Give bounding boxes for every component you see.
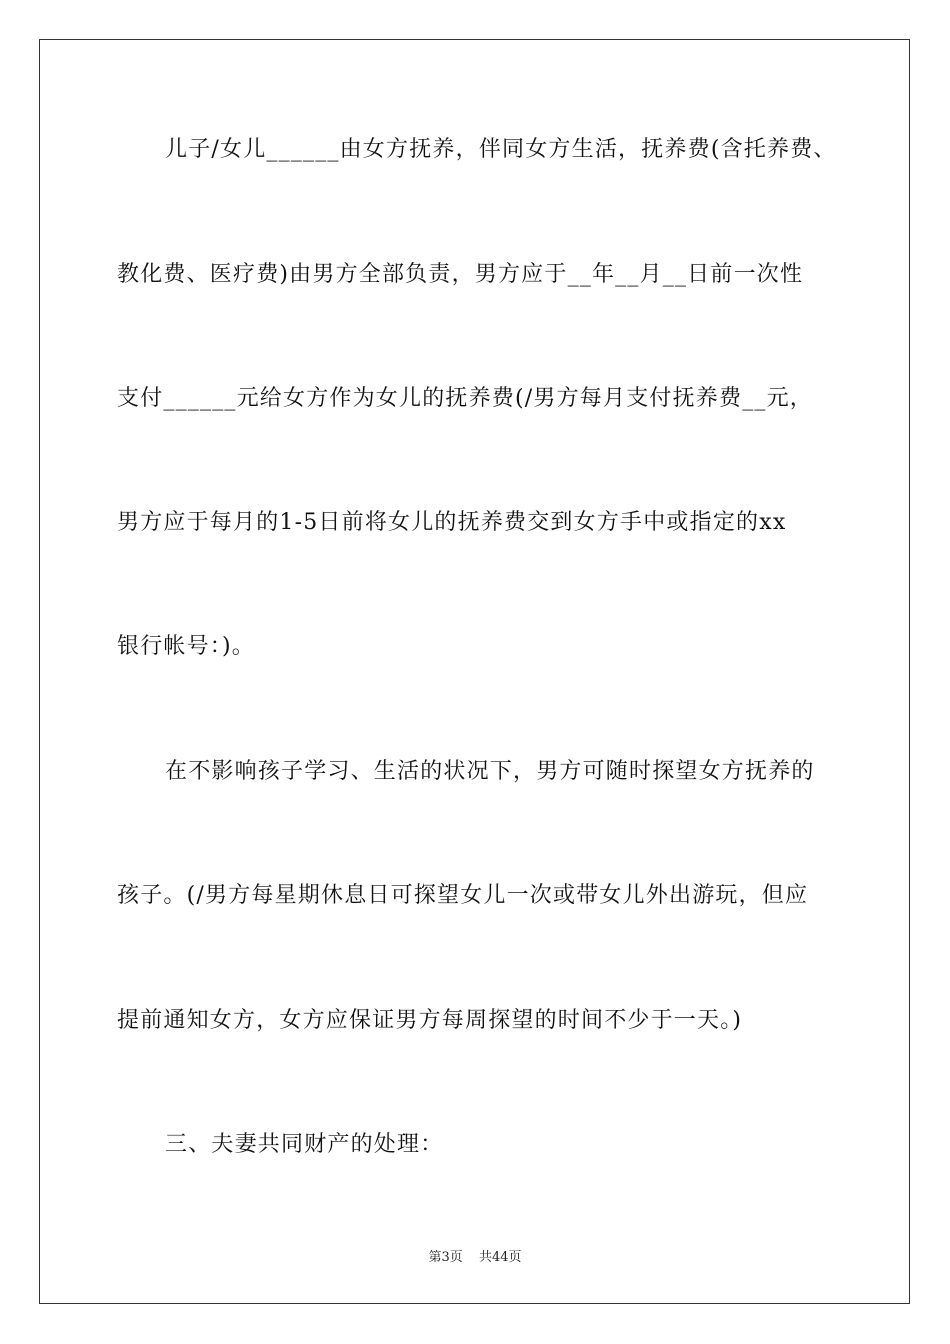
page-border [39, 39, 910, 1304]
page-footer [0, 1246, 950, 1265]
section-heading: 三、夫妻共同财产的处理： [165, 1132, 444, 1157]
paragraph-line-4: 男方应于每月的1-5日前将女儿的抚养费交到女方手中或指定的xx [117, 510, 787, 535]
paragraph-line-5: 银行帐号：)。 [117, 634, 255, 659]
page-total: 共44页 [478, 1250, 522, 1265]
paragraph-line-1: 儿子/女儿______由女方抚养，伴同女方生活，抚养费(含托养费、 [165, 137, 837, 162]
paragraph-line-2: 教化费、医疗费)由男方全部负责，男方应于__年__月__日前一次性 [117, 262, 804, 287]
paragraph-line-3: 支付______元给女方作为女儿的抚养费(/男方每月支付抚养费__元， [117, 386, 813, 411]
paragraph-line-7: 孩子。(/男方每星期休息日可探望女儿一次或带女儿外出游玩，但应 [117, 883, 809, 908]
page-number: 第3页 [428, 1250, 463, 1265]
paragraph-line-8: 提前通知女方，女方应保证男方每周探望的时间不少于一天。) [117, 1008, 743, 1033]
paragraph-line-6: 在不影响孩子学习、生活的状况下，男方可随时探望女方抚养的 [165, 759, 815, 784]
